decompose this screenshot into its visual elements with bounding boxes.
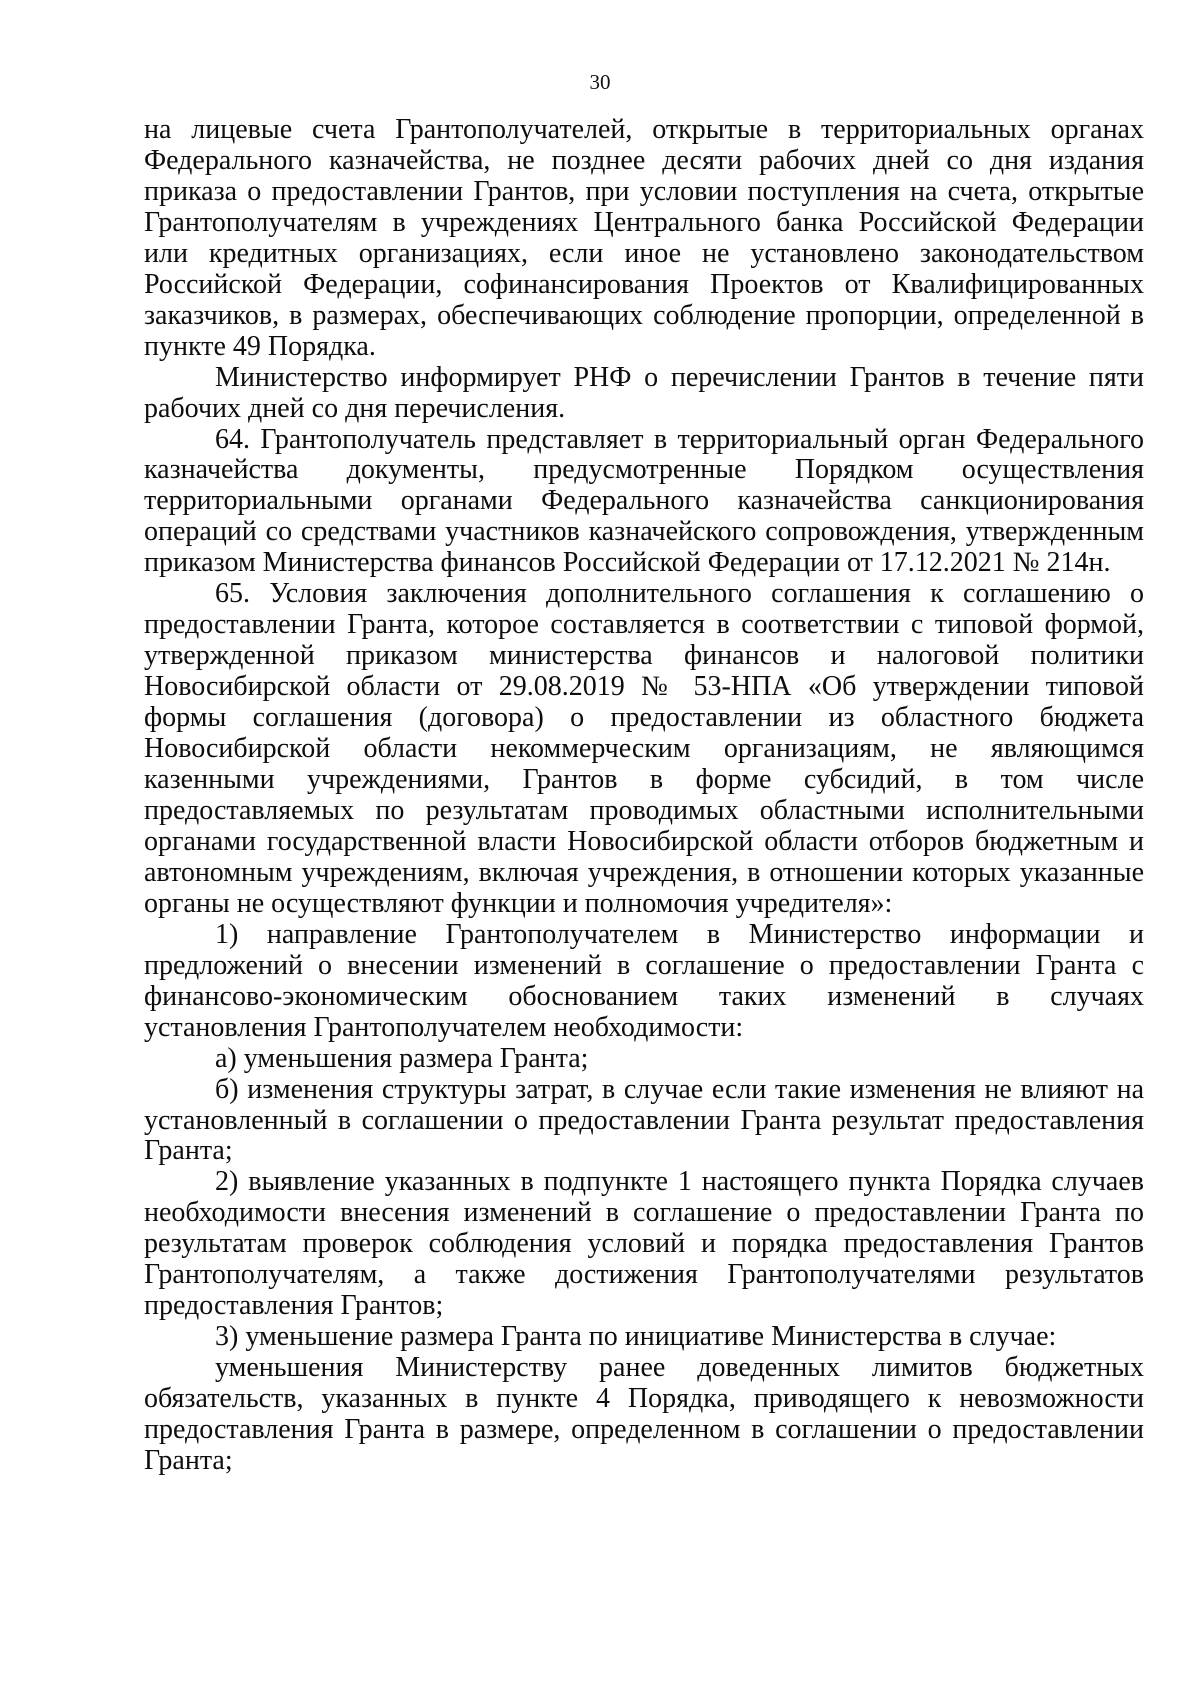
paragraph-item-64: 64. Грантополучатель представляет в территориальный орган Федерального казначейства документы, предусмотренные Порядком осуществления территориальными органами Федерального казначейства санкционирования операций со средствами участников казначейского сопровождения, утвержденным приказом Министерства финансов Российской Федерации от 17.12.2021 № 214н.	[144, 423, 1144, 579]
document-body	[144, 115, 1144, 1477]
page-number: 30	[589, 70, 611, 94]
paragraph-subitem-3: 3) уменьшение размера Гранта по инициативе Министерства в случае:	[215, 1321, 1057, 1353]
paragraph-ministry-informs: Министерство информирует РНФ о перечислении Грантов в течение пяти рабочих дней со дня перечисления.	[144, 361, 1144, 424]
paragraph-limits-reduction: уменьшения Министерству ранее доведенных лимитов бюджетных обязательств, указанных в пункте 4 Порядка, приводящего к невозможности предоставления Гранта в размере, определенном в соглашении о предоставлении Гранта;	[144, 1352, 1144, 1476]
paragraph-item-65: 65. Условия заключения дополнительного соглашения к соглашению о предоставлении Гранта, которое составляется в соответствии с типовой формой, утвержденной приказом министерства финансов и налоговой политики Новосибирской области от 29.08.2019 № 53-НПА «Об утверждении типовой формы соглашения (договора) о предоставлении из областного бюджета Новосибирской области некоммерческим организациям, не являющимся казенными учреждениями, Грантов в форме субсидий, в том числе предоставляемых по результатам проводимых областными исполнительными органами государственной власти Новосибирской области отборов бюджетным и автономным учреждениям, включая учреждения, в отношении которых указанные органы не осуществляют функции и полномочия учредителя»:	[144, 578, 1144, 919]
paragraph-subitem-1: 1) направление Грантополучателем в Министерство информации и предложений о внесении изменений в соглашение о предоставлении Гранта с финансово-экономическим обоснованием таких изменений в случаях установления Грантополучателем необходимости:	[144, 918, 1144, 1043]
paragraph-subitem-2: 2) выявление указанных в подпункте 1 настоящего пункта Порядка случаев необходимости внесения изменений в соглашение о предоставлении Гранта по результатам проверок соблюдения условий и порядка предоставления Грантов Грантополучателям, а также достижения Грантополучателями результатов предоставления Грантов;	[144, 1166, 1144, 1322]
paragraph-subitem-b: б) изменения структуры затрат, в случае если такие изменения не влияют на установленный в соглашении о предоставлении Гранта результат предоставления Гранта;	[144, 1073, 1144, 1167]
paragraph-continuation: на лицевые счета Грантополучателей, открытые в территориальных органах Федерального казначейства, не позднее десяти рабочих дней со дня издания приказа о предоставлении Грантов, при условии поступления на счета, открытые Грантополучателям в учреждениях Центрального банка Российской Федерации или кредитных организациях, если иное не установлено законодательством Российской Федерации, софинансирования Проектов от Квалифицированных заказчиков, в размерах, обеспечивающих соблюдение пропорции, определенной в пункте 49 Порядка.	[144, 114, 1144, 362]
paragraph-subitem-a: а) уменьшения размера Гранта;	[215, 1042, 589, 1074]
